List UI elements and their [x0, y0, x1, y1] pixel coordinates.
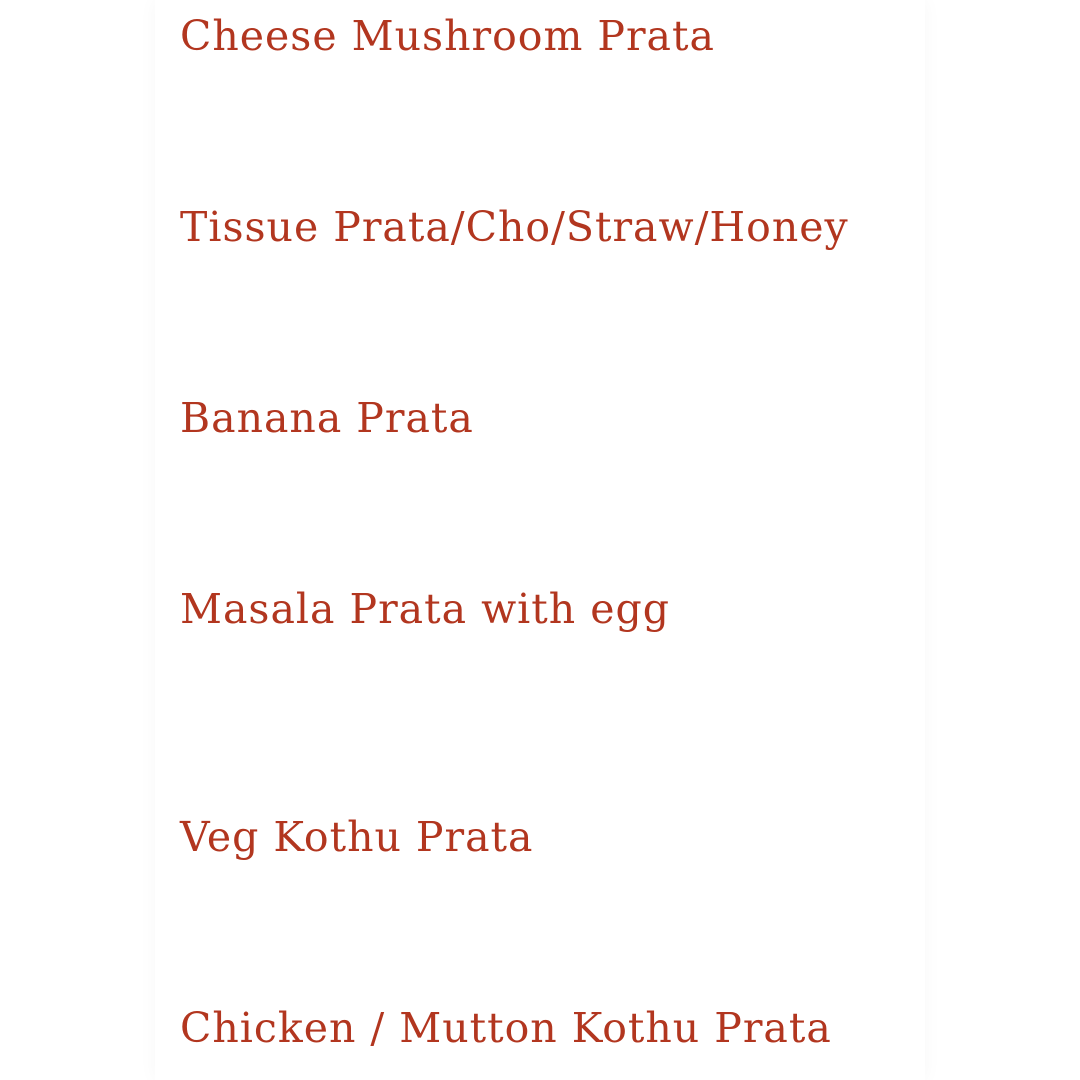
menu-item-masala-prata-with-egg: Masala Prata with egg	[180, 585, 670, 633]
menu-item-cheese-mushroom-prata: Cheese Mushroom Prata	[180, 12, 715, 60]
menu-list-panel	[155, 0, 925, 1080]
menu-item-veg-kothu-prata: Veg Kothu Prata	[180, 813, 534, 861]
menu-item-banana-prata: Banana Prata	[180, 394, 474, 442]
menu-item-chicken-mutton-kothu-prata: Chicken / Mutton Kothu Prata	[180, 1004, 832, 1052]
menu-item-tissue-prata: Tissue Prata/Cho/Straw/Honey	[180, 203, 849, 251]
